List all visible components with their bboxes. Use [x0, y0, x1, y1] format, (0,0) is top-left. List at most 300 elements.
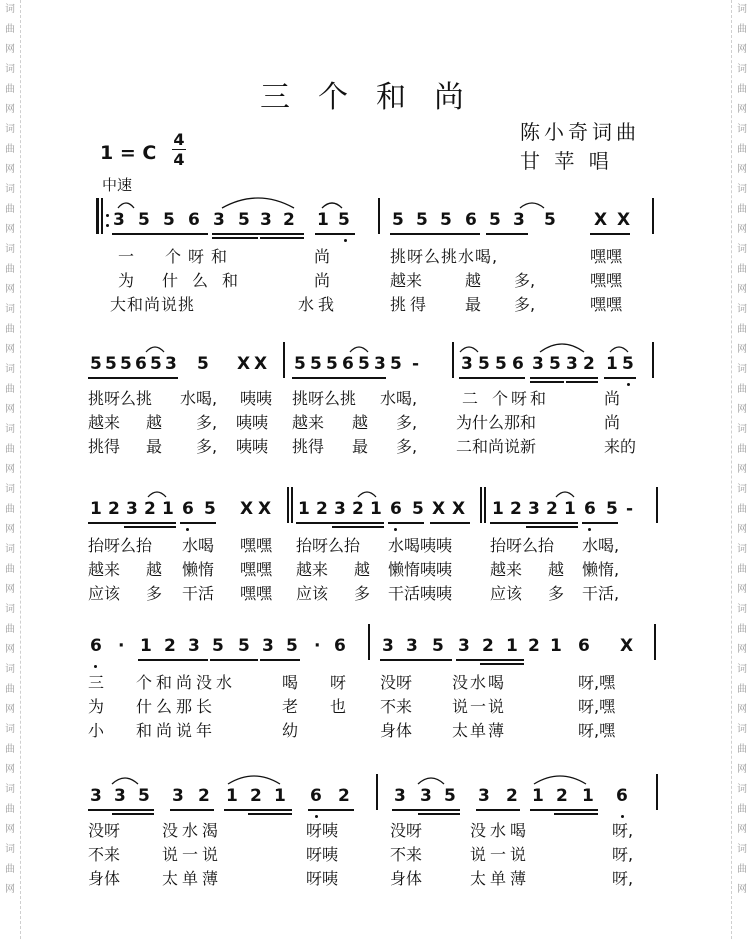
notes-row: [0, 782, 752, 812]
note: 5: [622, 354, 634, 374]
watermark-glyph: 曲: [5, 84, 15, 95]
lyrics-verse-3: [0, 866, 752, 890]
note: 1: [506, 636, 518, 656]
note: 5: [495, 354, 507, 374]
note: 5: [204, 499, 216, 519]
lyric: 多,: [196, 413, 218, 432]
credit-lyricist-composer: 陈小奇词曲: [520, 120, 640, 144]
lyric: 呀,嘿: [578, 673, 616, 692]
note: 5: [238, 210, 250, 230]
lyrics-verse-1: [0, 533, 752, 557]
lyric: 水喝,: [380, 389, 418, 408]
watermark-glyph: 网: [737, 164, 747, 175]
note: 3: [458, 636, 470, 656]
lyric: 来的: [604, 437, 637, 456]
watermark-glyph: 词: [5, 184, 15, 195]
lyric: 咦咦: [240, 389, 273, 408]
note: 5: [238, 636, 250, 656]
watermark-glyph: 曲: [737, 684, 747, 695]
lyric: 挑呀么挑: [88, 389, 153, 408]
note: 6: [390, 499, 402, 519]
lyric: 身体: [390, 869, 423, 888]
lyric: 没呀: [390, 821, 423, 840]
note: 5: [606, 499, 618, 519]
note: 1: [564, 499, 576, 519]
note: 3: [188, 636, 200, 656]
lyric: 和尚说年: [136, 721, 217, 740]
watermark-glyph: 曲: [5, 264, 15, 275]
time-signature-top: 4: [173, 130, 185, 149]
note: 2: [108, 499, 120, 519]
watermark-glyph: 曲: [5, 744, 15, 755]
note: 2: [198, 786, 210, 806]
note: 5: [326, 354, 338, 374]
lyric: 懒惰,: [582, 560, 620, 579]
lyric: 水喝,: [582, 536, 620, 555]
watermark-glyph: 网: [737, 584, 747, 595]
lyric: 幼: [282, 721, 299, 740]
note: X: [240, 499, 254, 519]
lyrics-verse-1: [0, 386, 752, 410]
lyric: 干活咦咦: [388, 584, 453, 603]
lyric: 嘿嘿: [240, 536, 273, 555]
lyric: 多,: [196, 437, 218, 456]
note: 2: [583, 354, 595, 374]
lyric: 呀,嘿: [578, 721, 616, 740]
watermark-glyph: 网: [5, 644, 15, 655]
watermark-glyph: 网: [737, 344, 747, 355]
note: 5: [489, 210, 501, 230]
note: 3: [262, 636, 274, 656]
lyric: 不来: [380, 697, 413, 716]
note: 3: [126, 499, 138, 519]
watermark-glyph: 网: [5, 584, 15, 595]
lyric: 多,: [396, 413, 418, 432]
note: 5: [150, 354, 162, 374]
watermark-glyph: 曲: [5, 504, 15, 515]
watermark-glyph: 曲: [5, 384, 15, 395]
note: X: [617, 210, 631, 230]
lyric: 小: [88, 721, 105, 740]
watermark-glyph: 词: [5, 844, 15, 855]
lyric: 个和尚没水: [136, 673, 237, 692]
note: 3: [114, 786, 126, 806]
watermark-glyph: 词: [5, 544, 15, 555]
note: 3: [406, 636, 418, 656]
watermark-glyph: 网: [5, 164, 15, 175]
watermark-glyph: 网: [737, 764, 747, 775]
watermark-glyph: 网: [5, 104, 15, 115]
watermark-glyph: 曲: [737, 324, 747, 335]
lyric: 说一说: [162, 845, 223, 864]
lyric: 尚: [314, 247, 331, 266]
lyric: 嘿嘿: [240, 560, 273, 579]
note: 1: [274, 786, 286, 806]
lyric: 没呀: [88, 821, 121, 840]
note: 5: [138, 786, 150, 806]
watermark-glyph: 曲: [5, 804, 15, 815]
note: 5: [163, 210, 175, 230]
lyric: 不来: [390, 845, 423, 864]
note: 5: [138, 210, 150, 230]
note: 2: [482, 636, 494, 656]
lyric: 尚: [604, 413, 621, 432]
watermark-glyph: 曲: [737, 864, 747, 875]
note: -: [412, 354, 420, 374]
credit-singer: 甘 苹 唱: [520, 149, 613, 173]
lyric: 抬呀么抬: [490, 536, 555, 555]
watermark-glyph: 词: [5, 424, 15, 435]
note: 1: [298, 499, 310, 519]
lyric: 越: [354, 560, 371, 579]
watermark-glyph: 词: [737, 124, 747, 135]
note: 3: [260, 210, 272, 230]
note: X: [594, 210, 608, 230]
watermark-glyph: 词: [5, 64, 15, 75]
watermark-glyph: 词: [737, 544, 747, 555]
watermark-glyph: 网: [5, 524, 15, 535]
watermark-glyph: 词: [737, 64, 747, 75]
watermark-glyph: 曲: [5, 624, 15, 635]
lyric: 说一说: [452, 697, 507, 716]
watermark-glyph: 网: [737, 704, 747, 715]
note: 6: [578, 636, 590, 656]
note: 2: [528, 636, 540, 656]
watermark-glyph: 网: [737, 44, 747, 55]
notes-row: [0, 206, 752, 236]
watermark-glyph: 曲: [737, 804, 747, 815]
watermark-glyph: 曲: [5, 684, 15, 695]
watermark-glyph: 网: [5, 284, 15, 295]
time-signature: [172, 130, 186, 169]
lyric: 太单薄: [470, 869, 531, 888]
lyric: 说一说: [470, 845, 531, 864]
lyric: 什么那长: [136, 697, 217, 716]
lyric: 呀,: [612, 869, 634, 888]
lyrics-verse-2: [0, 694, 752, 718]
note: 3: [374, 354, 386, 374]
lyric: 多: [146, 584, 163, 603]
lyric: 二和尚说新: [456, 437, 537, 456]
note: 6: [135, 354, 147, 374]
note: 3: [513, 210, 525, 230]
lyrics-verse-2: [0, 268, 752, 292]
lyric: 挑得: [292, 437, 325, 456]
lyric: 三: [88, 673, 105, 692]
lyric: 什么和: [162, 271, 253, 290]
lyrics-verse-2: [0, 410, 752, 434]
lyric: 挑呀么挑水喝,: [390, 247, 499, 266]
lyric: 咦咦: [236, 437, 269, 456]
lyric: 最: [465, 295, 482, 314]
watermark-glyph: 曲: [737, 444, 747, 455]
note: 5: [120, 354, 132, 374]
note: 3: [566, 354, 578, 374]
note: 5: [444, 786, 456, 806]
note: 1: [532, 786, 544, 806]
lyric: 越: [146, 413, 163, 432]
watermark-glyph: 词: [737, 484, 747, 495]
note: 6: [310, 786, 322, 806]
lyric: 水喝咦咦: [388, 536, 453, 555]
watermark-glyph: 曲: [5, 324, 15, 335]
lyric: 不来: [88, 845, 121, 864]
lyric: 水喝: [182, 536, 215, 555]
watermark-glyph: 曲: [737, 84, 747, 95]
lyrics-verse-1: [0, 818, 752, 842]
lyric: 越来: [88, 413, 121, 432]
lyric: 抬呀么抬: [296, 536, 361, 555]
lyrics-verse-3: [0, 434, 752, 458]
watermark-glyph: 词: [5, 604, 15, 615]
note: 6: [512, 354, 524, 374]
watermark-glyph: 曲: [737, 24, 747, 35]
note: 2: [338, 786, 350, 806]
lyric: 应该: [296, 584, 329, 603]
lyric: 嘿嘿: [590, 271, 623, 290]
lyric: 越来: [292, 413, 325, 432]
lyric: 嘿嘿: [590, 295, 623, 314]
watermark-glyph: 词: [737, 364, 747, 375]
watermark-glyph: 网: [737, 284, 747, 295]
note: 2: [546, 499, 558, 519]
watermark-glyph: 网: [737, 224, 747, 235]
watermark-glyph: 曲: [5, 444, 15, 455]
note: 3: [528, 499, 540, 519]
note: 5: [432, 636, 444, 656]
watermark-glyph: 曲: [737, 204, 747, 215]
watermark-glyph: 词: [737, 4, 747, 15]
lyric: 个呀和: [492, 389, 550, 408]
lyric: 多: [354, 584, 371, 603]
lyric: 多,: [514, 295, 536, 314]
watermark-glyph: 词: [5, 4, 15, 15]
watermark-glyph: 网: [5, 824, 15, 835]
lyric: 身体: [380, 721, 413, 740]
note: 2: [556, 786, 568, 806]
lyric: 尚: [314, 271, 331, 290]
watermark-glyph: 网: [5, 884, 15, 895]
watermark-glyph: 网: [5, 764, 15, 775]
watermark-glyph: 词: [737, 604, 747, 615]
note: X: [432, 499, 446, 519]
note: 5: [212, 636, 224, 656]
note: X: [620, 636, 634, 656]
note: 5: [549, 354, 561, 374]
watermark-glyph: 曲: [737, 504, 747, 515]
watermark-glyph: 词: [737, 304, 747, 315]
lyric: 越: [548, 560, 565, 579]
note: 1: [550, 636, 562, 656]
watermark-glyph: 曲: [737, 264, 747, 275]
note: 6: [465, 210, 477, 230]
lyric: 水喝,: [180, 389, 218, 408]
watermark-glyph: 词: [5, 724, 15, 735]
lyric: 没水喝: [452, 673, 507, 692]
watermark-glyph: 词: [737, 724, 747, 735]
watermark-glyph: 词: [737, 664, 747, 675]
watermark-glyph: 曲: [5, 564, 15, 575]
note: 5: [358, 354, 370, 374]
note: ·: [118, 636, 125, 656]
lyric: 越: [146, 560, 163, 579]
lyric: 咦咦: [236, 413, 269, 432]
lyric: 呀,嘿: [578, 697, 616, 716]
lyric: 呀,: [612, 821, 634, 840]
lyrics-verse-2: [0, 842, 752, 866]
note: 1: [140, 636, 152, 656]
note: 6: [334, 636, 346, 656]
note: 2: [510, 499, 522, 519]
lyric: 为: [88, 697, 105, 716]
watermark-glyph: 网: [737, 824, 747, 835]
lyric: 最: [146, 437, 163, 456]
note: 3: [165, 354, 177, 374]
watermark-glyph: 网: [5, 404, 15, 415]
lyric: 水我: [298, 295, 339, 314]
note: 2: [352, 499, 364, 519]
note: 1: [582, 786, 594, 806]
lyric: 呀: [330, 673, 347, 692]
note: 2: [250, 786, 262, 806]
note: 5: [294, 354, 306, 374]
lyric: 老: [282, 697, 299, 716]
note: 5: [478, 354, 490, 374]
note: 1: [492, 499, 504, 519]
watermark-glyph: 曲: [5, 204, 15, 215]
watermark-glyph: 网: [5, 224, 15, 235]
note: ·: [314, 636, 321, 656]
lyric: 二: [462, 389, 479, 408]
lyric: 懒惰咦咦: [388, 560, 453, 579]
notes-row: [0, 495, 752, 525]
lyric: 多,: [396, 437, 418, 456]
lyric: 越来: [88, 560, 121, 579]
lyric: 应该: [490, 584, 523, 603]
lyric: 呀,: [612, 845, 634, 864]
watermark-glyph: 网: [737, 404, 747, 415]
time-signature-bottom: 4: [173, 150, 185, 169]
note: 1: [90, 499, 102, 519]
note: 2: [283, 210, 295, 230]
note: 5: [390, 354, 402, 374]
lyric: 越来: [296, 560, 329, 579]
note: 6: [616, 786, 628, 806]
lyrics-verse-2: [0, 557, 752, 581]
note: 3: [90, 786, 102, 806]
note: 3: [334, 499, 346, 519]
lyric: 呀咦: [306, 821, 339, 840]
notes-row: [0, 632, 752, 662]
note: 3: [213, 210, 225, 230]
note: 5: [416, 210, 428, 230]
note: 1: [317, 210, 329, 230]
lyrics-verse-1: [0, 244, 752, 268]
note: 3: [382, 636, 394, 656]
watermark-glyph: 词: [737, 184, 747, 195]
lyric: 为什么那和: [456, 413, 537, 432]
note: X: [237, 354, 251, 374]
lyric: 多: [548, 584, 565, 603]
watermark-glyph: 网: [737, 104, 747, 115]
watermark-glyph: 词: [5, 784, 15, 795]
lyric: 挑得: [88, 437, 121, 456]
watermark-glyph: 词: [5, 304, 15, 315]
lyric: 没呀: [380, 673, 413, 692]
note: 6: [584, 499, 596, 519]
lyric: 喝: [282, 673, 299, 692]
lyric: 越来: [390, 271, 423, 290]
lyric: 干活: [182, 584, 215, 603]
lyric: 应该: [88, 584, 121, 603]
lyric: 嘿嘿: [240, 584, 273, 603]
lyric: 越: [352, 413, 369, 432]
lyric: 挑得: [390, 295, 431, 314]
lyric: 越: [465, 271, 482, 290]
lyric: 挑呀么挑: [292, 389, 357, 408]
note: 3: [113, 210, 125, 230]
note: X: [258, 499, 272, 519]
watermark-glyph: 曲: [5, 864, 15, 875]
watermark-glyph: 网: [737, 884, 747, 895]
watermark-glyph: 曲: [737, 384, 747, 395]
watermark-glyph: 曲: [737, 564, 747, 575]
note: 1: [162, 499, 174, 519]
watermark-glyph: 网: [5, 344, 15, 355]
notes-row: [0, 350, 752, 380]
watermark-glyph: 词: [737, 844, 747, 855]
lyric: 太单薄: [452, 721, 507, 740]
note: 5: [412, 499, 424, 519]
note: 6: [182, 499, 194, 519]
lyric: 懒惰: [182, 560, 215, 579]
lyric: 呀咦: [306, 845, 339, 864]
note: 3: [532, 354, 544, 374]
lyric: 太单薄: [162, 869, 223, 888]
watermark-glyph: 网: [5, 464, 15, 475]
note: 5: [392, 210, 404, 230]
watermark-glyph: 词: [737, 784, 747, 795]
song-title: 三个和尚: [260, 80, 492, 115]
watermark-glyph: 曲: [737, 744, 747, 755]
note: 5: [105, 354, 117, 374]
note: 5: [90, 354, 102, 374]
lyric: 身体: [88, 869, 121, 888]
watermark-glyph: 网: [737, 464, 747, 475]
watermark-glyph: 曲: [737, 624, 747, 635]
note: X: [452, 499, 466, 519]
note: -: [626, 499, 634, 519]
tempo-marking: 中速: [102, 176, 133, 194]
lyric: 最: [352, 437, 369, 456]
note: 3: [420, 786, 432, 806]
note: 1: [370, 499, 382, 519]
lyric: 嘿嘿: [590, 247, 623, 266]
note: 5: [544, 210, 556, 230]
lyric: 越来: [490, 560, 523, 579]
watermark-glyph: 词: [737, 424, 747, 435]
note: 5: [440, 210, 452, 230]
lyric: 一: [118, 247, 135, 266]
lyric: 呀咦: [306, 869, 339, 888]
note: 6: [342, 354, 354, 374]
lyrics-verse-3: [0, 292, 752, 316]
lyric: 个呀和: [165, 247, 235, 266]
lyric: 尚: [604, 389, 621, 408]
note: 5: [286, 636, 298, 656]
watermark-glyph: 曲: [5, 144, 15, 155]
watermark-glyph: 网: [737, 524, 747, 535]
